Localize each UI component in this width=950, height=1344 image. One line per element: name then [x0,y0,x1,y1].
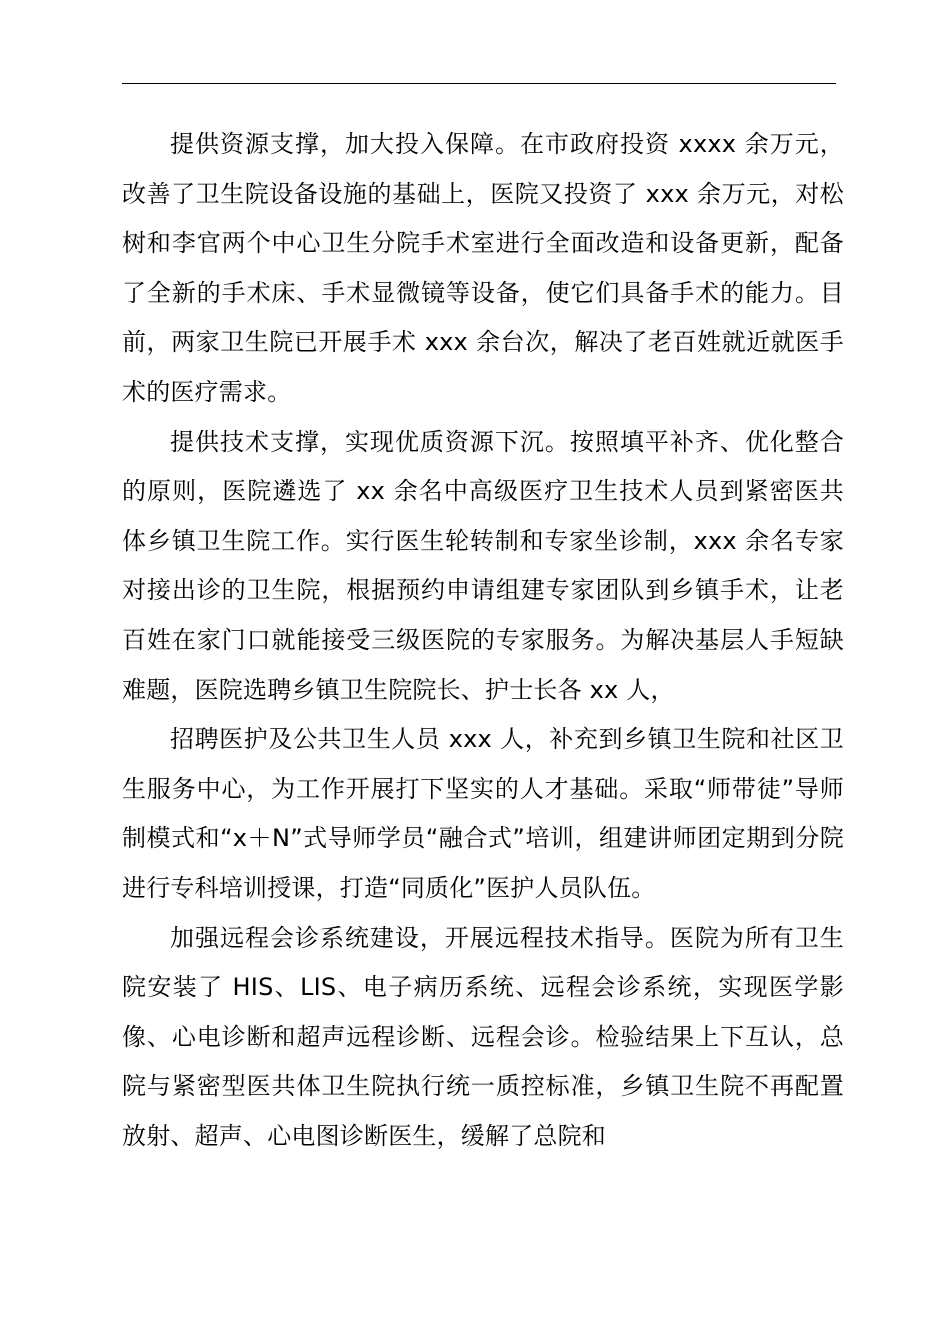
header-rule [122,83,836,84]
paragraph-staff-recruitment: 招聘医护及公共卫生人员 xxx 人，补充到乡镇卫生院和社区卫生服务中心，为工作开展打下坚实的人才基础。采取“师带徒”导师制模式和“x＋N”式导师学员“融合式”培训，组建讲师团定期到分院进行专科培训授课，打造“同质化”医护人员队伍。 [122,725,844,902]
paragraph-remote-consultation: 加强远程会诊系统建设，开展远程技术指导。医院为所有卫生院安装了 HIS、LIS、电子病历系统、远程会诊系统，实现医学影像、心电诊断和超声远程诊断、远程会诊。检验结果上下互认，总院与紧密型医共体卫生院执行统一质控标准，乡镇卫生院不再配置放射、超声、心电图诊断医生，缓解了总院和 [122,923,844,1150]
paragraph-resource-support: 提供资源支撑，加大投入保障。在市政府投资 xxxx 余万元，改善了卫生院设备设施的基础上，医院又投资了 xxx 余万元，对松树和李官两个中心卫生分院手术室进行全面改造和设备更新，配备了全新的手术床、手术显微镜等设备，使它们具备手术的能力。目前，两家卫生院已开展手术 xxx 余台次，解决了老百姓就近就医手术的医疗需求。 [122,130,844,406]
document-body [122,120,844,1161]
paragraph-technical-support: 提供技术支撑，实现优质资源下沉。按照填平补齐、优化整合的原则，医院遴选了 xx 余名中高级医疗卫生技术人员到紧密医共体乡镇卫生院工作。实行医生轮转制和专家坐诊制，xxx 余名专家对接出诊的卫生院，根据预约申请组建专家团队到乡镇手术，让老百姓在家门口就能接受三级医院的专家服务。为解决基层人手短缺难题，医院选聘乡镇卫生院院长、护士长各 xx 人， [122,427,844,704]
